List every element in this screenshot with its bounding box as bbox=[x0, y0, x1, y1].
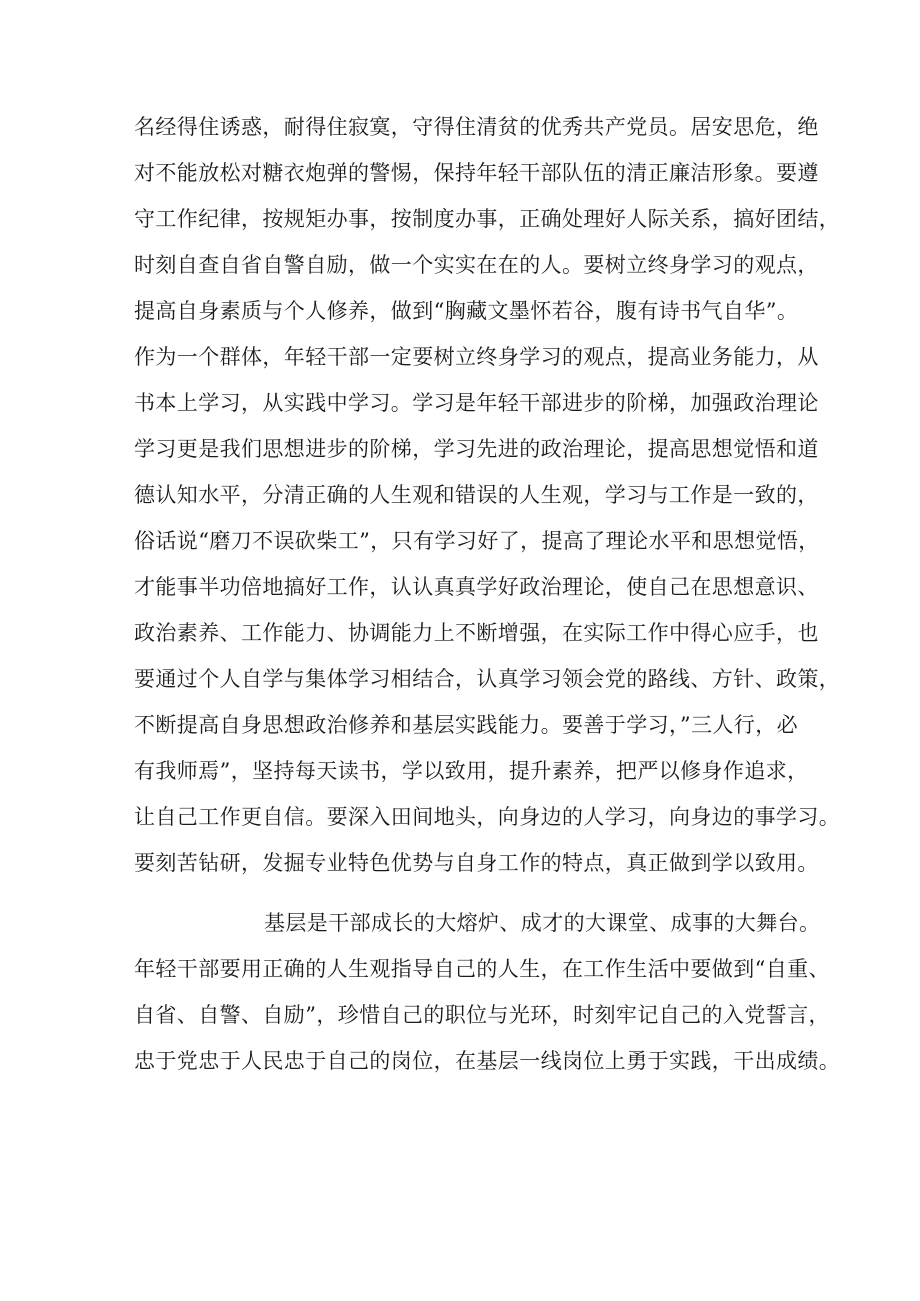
text-line: 要通过个人自学与集体学习相结合，认真学习领会党的路线、方针、政策， bbox=[134, 667, 841, 691]
text-line: 自省、自警、自励”，珍惜自己的职位与光环，时刻牢记自己的入党誓言， bbox=[134, 1003, 830, 1027]
text-line: 作为一个群体，年轻干部一定要树立终身学习的观点，提高业务能力，从 bbox=[134, 345, 819, 369]
text-line: 基层是干部成长的大熔炉、成才的大课堂、成事的大舞台。 bbox=[264, 911, 821, 935]
text-line: 让自己工作更自信。要深入田间地头，向身边的人学习，向身边的事学习。 bbox=[134, 805, 841, 829]
text-line: 德认知水平，分清正确的人生观和错误的人生观，学习与工作是一致的， bbox=[134, 483, 819, 507]
text-line: 年轻干部要用正确的人生观指导自己的人生，在工作生活中要做到“自重、 bbox=[134, 957, 830, 981]
text-line: 提高自身素质与个人修养，做到“胸藏文墨怀若谷，腹有诗书气自华”。 bbox=[134, 299, 799, 323]
text-line: 不断提高自身思想政治修养和基层实践能力。要善于学习，”三人行，必 bbox=[134, 713, 799, 737]
text-line: 有我师焉”，坚持每天读书，学以致用，提升素养，把严以修身作追求， bbox=[134, 759, 809, 783]
text-line: 时刻自查自省自警自励，做一个实实在在的人。要树立终身学习的观点， bbox=[134, 253, 819, 277]
text-line: 学习更是我们思想进步的阶梯，学习先进的政治理论，提高思想觉悟和道 bbox=[134, 437, 819, 461]
text-line: 忠于党忠于人民忠于自己的岗位，在基层一线岗位上勇于实践，干出成绩。 bbox=[134, 1049, 841, 1073]
text-line: 守工作纪律，按规矩办事，按制度办事，正确处理好人际关系，搞好团结， bbox=[134, 207, 841, 231]
text-line: 对不能放松对糖衣炮弹的警惕，保持年轻干部队伍的清正廉洁形象。要遵 bbox=[134, 161, 819, 185]
text-line: 俗话说“磨刀不误砍柴工”，只有学习好了，提高了理论水平和思想觉悟， bbox=[134, 529, 820, 553]
text-line: 书本上学习，从实践中学习。学习是年轻干部进步的阶梯，加强政治理论 bbox=[134, 391, 819, 415]
text-line: 要刻苦钻研，发掘专业特色优势与自身工作的特点，真正做到学以致用。 bbox=[134, 851, 819, 875]
text-line: 政治素养、工作能力、协调能力上不断增强，在实际工作中得心应手，也 bbox=[134, 621, 819, 645]
text-line: 才能事半功倍地搞好工作，认认真真学好政治理论，使自己在思想意识、 bbox=[134, 575, 819, 599]
text-line: 名经得住诱惑，耐得住寂寞，守得住清贫的优秀共产党员。居安思危，绝 bbox=[134, 115, 819, 139]
